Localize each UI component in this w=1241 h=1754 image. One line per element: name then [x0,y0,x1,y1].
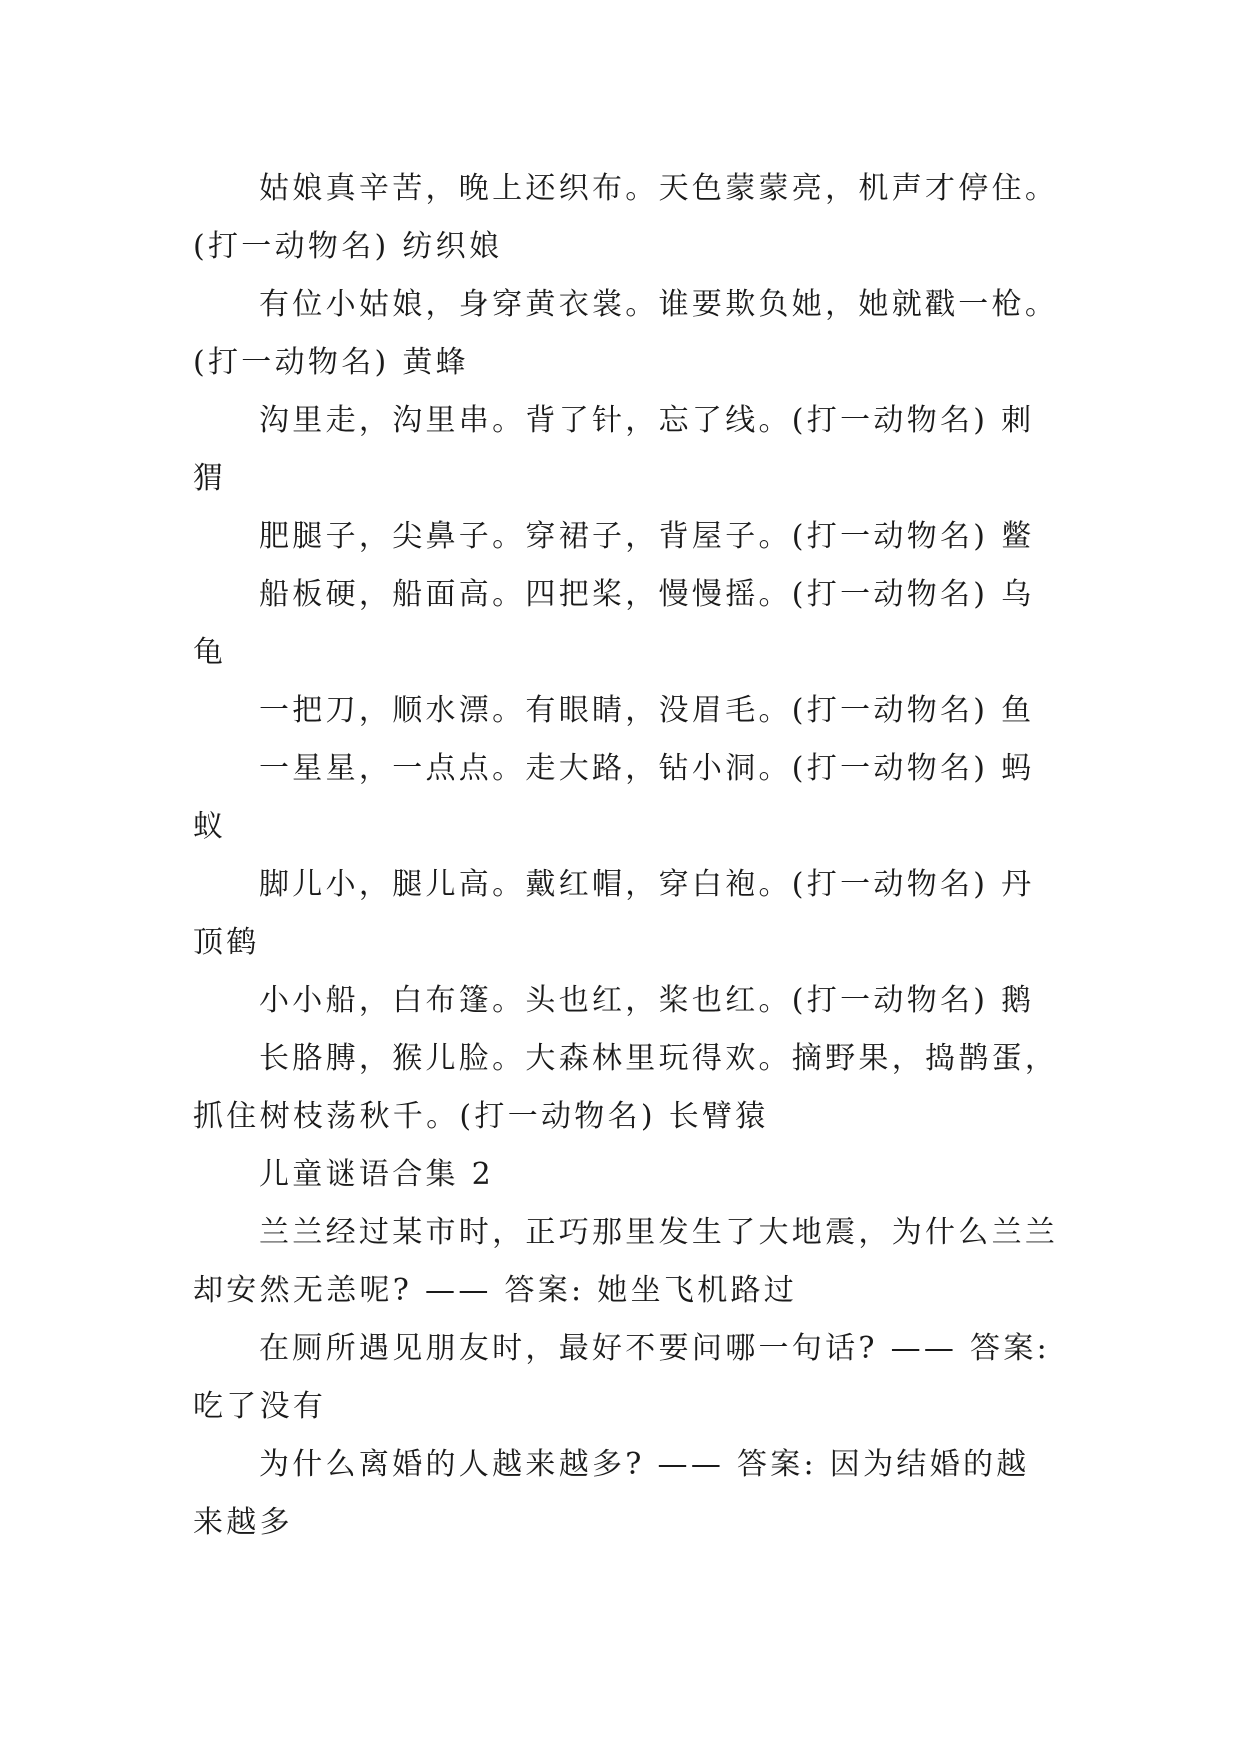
paragraph [193,1030,1063,1146]
paragraph [193,1436,1063,1552]
paragraph-continuation-line: 顶鹤 [193,925,260,960]
paragraph-first-line: 小小船，白布篷。头也红，桨也红。(打一动物名) 鹅 [259,983,1035,1018]
paragraph [193,972,1063,1030]
paragraph-continuation-line: 蚁 [193,809,227,844]
paragraph-continuation-line: 猬 [193,461,227,496]
paragraph [193,1204,1063,1320]
paragraph-first-line: 儿童谜语合集 2 [259,1157,495,1192]
paragraph [193,1320,1063,1436]
paragraph [193,1146,1063,1204]
paragraph-first-line: 船板硬，船面高。四把桨，慢慢摇。(打一动物名) 乌 [259,577,1035,612]
paragraph [193,566,1063,682]
paragraph-first-line: 为什么离婚的人越来越多? —— 答案: 因为结婚的越 [259,1447,1030,1482]
paragraph-first-line: 兰兰经过某市时，正巧那里发生了大地震，为什么兰兰 [259,1215,1059,1250]
paragraph-first-line: 在厕所遇见朋友时，最好不要问哪一句话? —— 答案: [259,1331,1051,1366]
paragraph-continuation-line: 龟 [193,635,227,670]
paragraph-continuation-line: (打一动物名) 纺织娘 [193,229,503,264]
paragraph-first-line: 肥腿子，尖鼻子。穿裙子，背屋子。(打一动物名) 鳖 [259,519,1035,554]
paragraph-first-line: 长胳膊，猴儿脸。大森林里玩得欢。摘野果，捣鹊蛋， [259,1041,1059,1076]
paragraph-first-line: 一把刀，顺水漂。有眼睛，没眉毛。(打一动物名) 鱼 [259,693,1035,728]
paragraph-continuation-line: 却安然无恙呢? —— 答案: 她坐飞机路过 [193,1273,798,1308]
document-body [193,160,1063,1552]
paragraph-continuation-line: 吃了没有 [193,1389,327,1424]
paragraph [193,508,1063,566]
paragraph-first-line: 脚儿小，腿儿高。戴红帽，穿白袍。(打一动物名) 丹 [259,867,1035,902]
paragraph-continuation-line: 抓住树枝荡秋千。(打一动物名) 长臂猿 [193,1099,769,1134]
paragraph-first-line: 沟里走，沟里串。背了针，忘了线。(打一动物名) 刺 [259,403,1035,438]
paragraph-first-line: 一星星，一点点。走大路，钻小洞。(打一动物名) 蚂 [259,751,1035,786]
paragraph [193,682,1063,740]
paragraph [193,392,1063,508]
paragraph [193,740,1063,856]
paragraph-first-line: 姑娘真辛苦，晚上还织布。天色蒙蒙亮，机声才停住。 [259,171,1059,206]
paragraph [193,276,1063,392]
paragraph [193,856,1063,972]
paragraph-continuation-line: (打一动物名) 黄蜂 [193,345,469,380]
paragraph [193,160,1063,276]
paragraph-first-line: 有位小姑娘，身穿黄衣裳。谁要欺负她，她就戳一枪。 [259,287,1059,322]
paragraph-continuation-line: 来越多 [193,1505,293,1540]
